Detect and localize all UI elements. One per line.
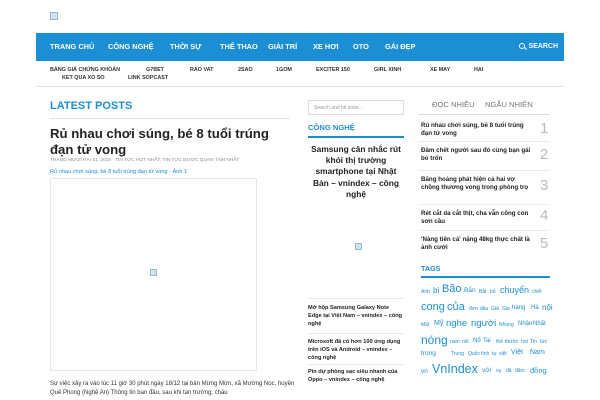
tag-link[interactable]: với: [482, 367, 491, 374]
search-input[interactable]: Search and hit enter...: [308, 100, 404, 115]
tag-link[interactable]: Bão: [442, 283, 462, 295]
tag-link[interactable]: Trung: [451, 351, 464, 357]
tag-link[interactable]: Quốc: [468, 351, 480, 357]
popular-rank: 2: [540, 146, 549, 163]
search-icon: [519, 43, 525, 49]
tag-link[interactable]: tức: [540, 339, 548, 345]
feature-post-title[interactable]: Samsung cân nhắc rút khỏi thị trường smartphone tại Nhật Bản – vnindex – công nghệ: [311, 144, 401, 199]
tab-doc-nhieu[interactable]: ĐỌC NHIỀU: [432, 100, 475, 109]
tag-link[interactable]: nam: [450, 339, 460, 345]
tag-link[interactable]: Giá: [491, 306, 499, 312]
main-nav: [36, 33, 564, 61]
tags-title: TAGS: [421, 264, 441, 273]
top-bar: [0, 0, 600, 33]
latest-posts-title: LATEST POSTS: [50, 100, 133, 112]
subnav-link[interactable]: LINK SOPCAST: [128, 75, 169, 81]
tag-link[interactable]: Anh: [421, 289, 430, 295]
popular-rank: 3: [540, 177, 549, 194]
popular-post-link[interactable]: Rủ nhau chơi súng, bé 8 tuổi trúng đạn tử vong: [421, 122, 524, 137]
subnav-link[interactable]: KET QUA XO SO: [62, 75, 105, 81]
subnav-link[interactable]: G7BET: [146, 67, 164, 73]
tag-link[interactable]: vn: [421, 368, 428, 375]
broken-image-icon: [150, 269, 157, 276]
tag-link[interactable]: người: [471, 318, 497, 329]
tag-link[interactable]: Nhận: [518, 321, 533, 327]
tag-link[interactable]: Bắn: [464, 287, 476, 294]
tag-link[interactable]: nóng: [421, 333, 448, 347]
tag-link[interactable]: nghe: [446, 318, 468, 329]
tag-link[interactable]: tin: [513, 339, 519, 345]
tag-link[interactable]: Mỹ: [434, 320, 444, 327]
tag-link[interactable]: Việt: [511, 349, 523, 356]
tag-link[interactable]: chuyển: [500, 285, 530, 295]
tag-link[interactable]: Nam: [530, 349, 545, 356]
tag-link[interactable]: thế: [496, 339, 503, 345]
divider: [418, 204, 550, 205]
nav-item-the-thao[interactable]: THỂ THAO: [220, 42, 258, 51]
tag-link[interactable]: trong: [421, 350, 436, 357]
tags-underline: [421, 276, 550, 278]
nav-item-gai-dep[interactable]: GÁI ĐẸP: [385, 42, 416, 51]
subnav-link[interactable]: GIRL XINH: [374, 67, 402, 73]
divider: [50, 118, 290, 119]
tag-link[interactable]: hàng: [512, 305, 526, 311]
popular-post-link[interactable]: Băng hoảng phát hiện cả hai vợ chồng thương vong trong phòng trọ: [421, 176, 529, 191]
secondary-nav: [36, 61, 564, 87]
subnav-link[interactable]: BẢNG GIÁ CHỨNG KHOÁN: [50, 67, 121, 73]
tabs-divider: [418, 114, 550, 115]
tag-link[interactable]: tình: [481, 351, 490, 357]
popular-post-link[interactable]: 'Nàng tiên cá' nặng 48kg thực chất là ảnh cưới: [421, 236, 530, 251]
tag-link[interactable]: thứ: [505, 339, 513, 345]
tag-link[interactable]: Nổ: [473, 338, 481, 344]
post-link[interactable]: Pin dự phòng sạc siêu nhanh của Oppo – vnindex – công nghệ: [308, 369, 398, 383]
tag-link[interactable]: đã: [506, 368, 512, 374]
divider: [308, 364, 404, 365]
tag-link[interactable]: của: [447, 301, 465, 313]
subnav-link[interactable]: RAO VAT: [190, 67, 214, 73]
section-underline: [308, 136, 404, 138]
nav-item-xe-hoi[interactable]: XE HƠI: [313, 42, 339, 51]
tag-link[interactable]: Mất: [421, 322, 430, 328]
nav-item-thoi-su[interactable]: THỜI SỰ: [170, 42, 202, 51]
site-logo-broken-image-icon[interactable]: [50, 12, 58, 20]
article-title-link[interactable]: Rủ nhau chơi súng, bé 8 tuổi trúng đạn tử vong: [50, 126, 269, 157]
tag-link[interactable]: bỏ: [490, 289, 496, 295]
nav-item-trang-chu[interactable]: TRANG CHỦ: [50, 42, 95, 51]
popular-post-link[interactable]: Đâm chết người sau đó cùng bạn gái bỏ trốn: [421, 147, 531, 162]
tag-link[interactable]: việt: [499, 351, 507, 357]
post-link[interactable]: Microsoft đã có hơn 100 ứng dụng trên iOS và Android – vnindex – công nghệ: [308, 339, 401, 361]
post-link[interactable]: Mở hộp Samsung Galaxy Note Edge tại Việt Nam – vnindex – công nghệ: [308, 305, 403, 327]
tag-link[interactable]: Nhất: [533, 321, 546, 327]
divider: [308, 333, 404, 334]
nav-item-oto[interactable]: OTO: [353, 42, 369, 51]
tag-link[interactable]: đơn: [469, 306, 478, 312]
subnav-link[interactable]: 2SAO: [238, 67, 253, 73]
tag-link[interactable]: Hà: [531, 305, 539, 311]
article-meta: THÁNG MƯỜI HAI 21, 2015 · TIN TỨC HOT NHẤT, TIN TỨC ĐƯỢC QUAN TÂM NHẤT: [50, 158, 240, 163]
popular-rank: 4: [540, 207, 549, 224]
subnav-link[interactable]: 1GOM: [276, 67, 292, 73]
tag-link[interactable]: Bắt: [479, 289, 487, 295]
divider: [418, 170, 550, 171]
subnav-link[interactable]: EXCITER 150: [316, 67, 350, 73]
tag-link[interactable]: nổi: [462, 339, 469, 345]
divider: [418, 141, 550, 142]
tag-link[interactable]: tự: [492, 351, 497, 357]
tag-link[interactable]: đầu: [480, 306, 489, 312]
tag-link[interactable]: bị: [433, 286, 440, 295]
tag-link[interactable]: chết: [532, 289, 542, 295]
tag-link[interactable]: VnIndex: [432, 362, 478, 376]
popular-rank: 5: [540, 235, 549, 252]
subnav-link[interactable]: XE MAY: [430, 67, 451, 73]
tag-link[interactable]: đăm: [515, 368, 525, 374]
nav-item-giai-tri[interactable]: GIẢI TRÍ: [268, 42, 298, 51]
tag-link[interactable]: Nhung: [499, 322, 514, 328]
section-title-cong-nghe[interactable]: CÔNG NGHỆ: [308, 123, 355, 132]
subnav-link[interactable]: HAI: [474, 67, 484, 73]
tab-ngau-nhien[interactable]: NGẪU NHIÊN: [485, 100, 533, 109]
tag-link[interactable]: Gia: [502, 306, 510, 312]
nav-search-button[interactable]: [519, 33, 558, 61]
nav-item-cong-nghe[interactable]: CÔNG NGHỆ: [108, 42, 154, 51]
article-excerpt: Sự việc xảy ra vào lúc 11 giờ 30 phút ngày 18/12 tại bản Mừng Mừn, xã Mường Nọc, huyện Quế Phong (Nghệ An) Thông tin ban đầu, sau khi tan trường, cháu: [50, 381, 295, 396]
tag-link[interactable]: vụ: [496, 368, 502, 374]
tag-link[interactable]: nội: [542, 303, 553, 312]
nav-search-label: SEARCH: [528, 43, 558, 50]
popular-post-link[interactable]: Rét cắt da cắt thịt, cha vẫn cõng con sơn cầu: [421, 210, 529, 225]
article-image[interactable]: [50, 178, 257, 371]
feature-post-broken-image-icon[interactable]: [355, 243, 362, 250]
divider: [418, 230, 550, 231]
tag-link[interactable]: cong: [421, 301, 445, 313]
article-image-caption[interactable]: Rủ nhau chơi súng, bé 8 tuổi trúng đạn tử vong - Ảnh 1: [50, 169, 188, 175]
tag-link[interactable]: Tai: [483, 338, 491, 344]
tag-link[interactable]: hot: [521, 339, 528, 345]
tag-link[interactable]: Tin: [530, 339, 537, 345]
divider: [308, 298, 404, 299]
tag-link[interactable]: đồng: [530, 366, 547, 375]
popular-rank: 1: [540, 120, 549, 137]
